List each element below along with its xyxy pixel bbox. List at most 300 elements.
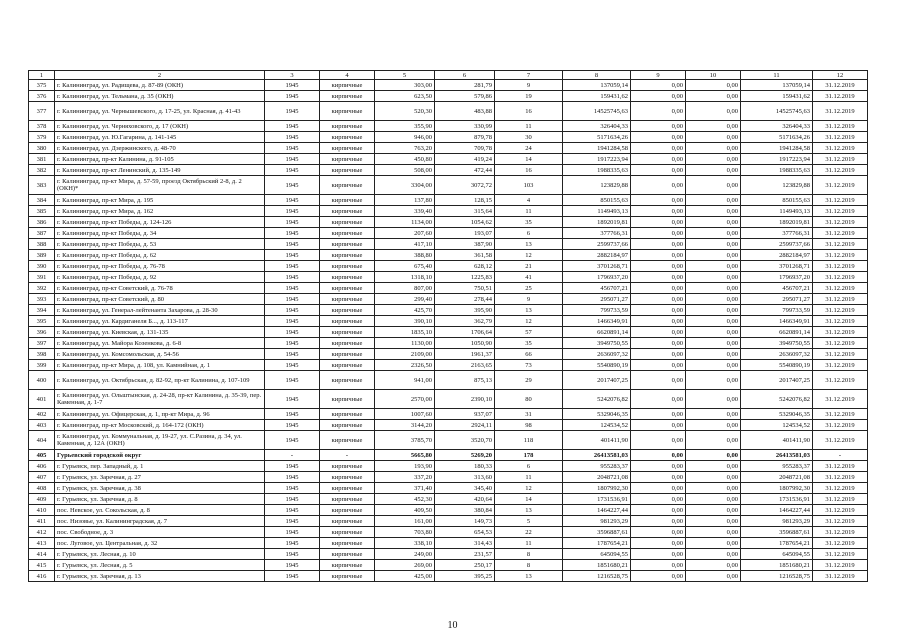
- zero-cell: 0,00: [686, 154, 741, 165]
- residents-cell: 9: [495, 80, 563, 91]
- total-area-cell: 303,00: [375, 80, 435, 91]
- deadline-cell: 31.12.2019: [813, 390, 868, 409]
- material-cell: кирпичные: [320, 371, 375, 390]
- table-row: [29, 305, 868, 316]
- table-row: [29, 472, 868, 483]
- table-row: [29, 549, 868, 560]
- material-cell: кирпичные: [320, 217, 375, 228]
- year-cell: 1945: [265, 165, 320, 176]
- total-cost-cell: 123829,88: [741, 176, 813, 195]
- zero-cell: 0,00: [631, 195, 686, 206]
- total-cost-cell: 14525745,63: [741, 102, 813, 121]
- deadline-cell: 31.12.2019: [813, 217, 868, 228]
- year-cell: 1945: [265, 483, 320, 494]
- deadline-cell: 31.12.2019: [813, 431, 868, 450]
- row-number: 409: [29, 494, 55, 505]
- address-cell: г. Калининград, ул. Октябрьская, д. 82-92, пр-кт Калинина, д. 107-109: [55, 371, 265, 390]
- table-row: [29, 316, 868, 327]
- table-row: [29, 250, 868, 261]
- year-cell: 1945: [265, 538, 320, 549]
- deadline-cell: 31.12.2019: [813, 571, 868, 582]
- total-cost-cell: 2017407,25: [741, 371, 813, 390]
- deadline-cell: 31.12.2019: [813, 121, 868, 132]
- cost-cell: 3949750,55: [563, 338, 631, 349]
- zero-cell: 0,00: [686, 538, 741, 549]
- address-cell: г. Калининград, пр-кт Мира, д. 195: [55, 195, 265, 206]
- year-cell: 1945: [265, 527, 320, 538]
- deadline-cell: 31.12.2019: [813, 327, 868, 338]
- total-area-cell: 249,00: [375, 549, 435, 560]
- material-cell: кирпичные: [320, 549, 375, 560]
- zero-cell: 0,00: [686, 261, 741, 272]
- year-cell: 1945: [265, 560, 320, 571]
- total-cost-cell: 799733,59: [741, 305, 813, 316]
- living-area-cell: 420,64: [435, 494, 495, 505]
- zero-cell: 0,00: [686, 217, 741, 228]
- material-cell: кирпичные: [320, 316, 375, 327]
- cost-cell: 645094,55: [563, 549, 631, 560]
- zero-cell: 0,00: [631, 228, 686, 239]
- residents-cell: 8: [495, 560, 563, 571]
- deadline-cell: 31.12.2019: [813, 143, 868, 154]
- year-cell: 1945: [265, 239, 320, 250]
- material-cell: кирпичные: [320, 228, 375, 239]
- total-area-cell: 269,00: [375, 560, 435, 571]
- address-cell: г. Калининград, ул. Ольштынская, д. 24-28, пр-кт Калинина, д. 35-39, пер. Каменная, д. 1-7: [55, 390, 265, 409]
- residents-cell: 24: [495, 143, 563, 154]
- living-area-cell: 395,25: [435, 571, 495, 582]
- row-number: 406: [29, 461, 55, 472]
- row-number: 412: [29, 527, 55, 538]
- deadline-cell: 31.12.2019: [813, 538, 868, 549]
- deadline-cell: 31.12.2019: [813, 283, 868, 294]
- row-number: 393: [29, 294, 55, 305]
- zero-cell: 0,00: [631, 431, 686, 450]
- material-cell: кирпичные: [320, 505, 375, 516]
- table-row: [29, 228, 868, 239]
- address-cell: Гурьевский городской округ: [55, 450, 265, 461]
- year-cell: 1945: [265, 217, 320, 228]
- residents-cell: 16: [495, 165, 563, 176]
- zero-cell: 0,00: [686, 132, 741, 143]
- cost-cell: 3701268,71: [563, 261, 631, 272]
- deadline-cell: 31.12.2019: [813, 261, 868, 272]
- deadline-cell: 31.12.2019: [813, 527, 868, 538]
- residents-cell: 30: [495, 132, 563, 143]
- deadline-cell: 31.12.2019: [813, 420, 868, 431]
- total-area-cell: 3304,00: [375, 176, 435, 195]
- cost-cell: 377766,31: [563, 228, 631, 239]
- total-area-cell: 337,20: [375, 472, 435, 483]
- residents-cell: 13: [495, 571, 563, 582]
- year-cell: 1945: [265, 461, 320, 472]
- living-area-cell: 128,15: [435, 195, 495, 206]
- living-area-cell: 579,86: [435, 91, 495, 102]
- table-row: [29, 494, 868, 505]
- year-cell: 1945: [265, 132, 320, 143]
- zero-cell: 0,00: [686, 431, 741, 450]
- cost-cell: 123829,88: [563, 176, 631, 195]
- address-cell: г. Гурьевск, ул. Заречная, д. 8: [55, 494, 265, 505]
- total-cost-cell: 850155,63: [741, 195, 813, 206]
- table-row: [29, 431, 868, 450]
- living-area-cell: 654,53: [435, 527, 495, 538]
- residents-cell: 11: [495, 538, 563, 549]
- table-row: [29, 195, 868, 206]
- cost-cell: 3596887,61: [563, 527, 631, 538]
- residents-cell: 25: [495, 283, 563, 294]
- total-cost-cell: 981293,29: [741, 516, 813, 527]
- living-area-cell: 628,12: [435, 261, 495, 272]
- zero-cell: 0,00: [631, 121, 686, 132]
- row-number: 413: [29, 538, 55, 549]
- cost-cell: 6620891,14: [563, 327, 631, 338]
- zero-cell: 0,00: [631, 409, 686, 420]
- district-subtotal-row: [29, 450, 868, 461]
- material-cell: кирпичные: [320, 327, 375, 338]
- material-cell: кирпичные: [320, 239, 375, 250]
- zero-cell: 0,00: [686, 505, 741, 516]
- year-cell: 1945: [265, 316, 320, 327]
- year-cell: 1945: [265, 228, 320, 239]
- column-header: 2: [55, 71, 265, 80]
- row-number: 402: [29, 409, 55, 420]
- row-number: 387: [29, 228, 55, 239]
- total-area-cell: 371,40: [375, 483, 435, 494]
- total-cost-cell: 5242076,82: [741, 390, 813, 409]
- cost-cell: 1466349,91: [563, 316, 631, 327]
- material-cell: кирпичные: [320, 390, 375, 409]
- row-number: 405: [29, 450, 55, 461]
- total-area-cell: 5665,80: [375, 450, 435, 461]
- address-cell: г. Гурьевск, ул. Лесная, д. 5: [55, 560, 265, 571]
- material-cell: кирпичные: [320, 305, 375, 316]
- table-row: [29, 206, 868, 217]
- address-cell: г. Гурьевск, ул. Заречная, д. 38: [55, 483, 265, 494]
- column-number-row: [29, 71, 868, 80]
- address-cell: г. Калининград, ул. Ю.Гагарина, д. 141-145: [55, 132, 265, 143]
- zero-cell: 0,00: [631, 505, 686, 516]
- material-cell: кирпичные: [320, 121, 375, 132]
- cost-cell: 1917223,94: [563, 154, 631, 165]
- total-cost-cell: 326404,33: [741, 121, 813, 132]
- material-cell: кирпичные: [320, 409, 375, 420]
- zero-cell: 0,00: [631, 461, 686, 472]
- total-cost-cell: 1464227,44: [741, 505, 813, 516]
- total-cost-cell: 456707,21: [741, 283, 813, 294]
- zero-cell: 0,00: [686, 283, 741, 294]
- deadline-cell: 31.12.2019: [813, 505, 868, 516]
- cost-cell: 137059,14: [563, 80, 631, 91]
- zero-cell: 0,00: [631, 294, 686, 305]
- cost-cell: 1731536,91: [563, 494, 631, 505]
- table-row: [29, 294, 868, 305]
- residents-cell: 178: [495, 450, 563, 461]
- deadline-cell: 31.12.2019: [813, 206, 868, 217]
- year-cell: -: [265, 450, 320, 461]
- zero-cell: 0,00: [686, 483, 741, 494]
- zero-cell: 0,00: [631, 527, 686, 538]
- row-number: 394: [29, 305, 55, 316]
- residents-cell: 8: [495, 549, 563, 560]
- zero-cell: 0,00: [631, 239, 686, 250]
- cost-cell: 5540890,19: [563, 360, 631, 371]
- residents-cell: 29: [495, 371, 563, 390]
- row-number: 407: [29, 472, 55, 483]
- table-row: [29, 217, 868, 228]
- year-cell: 1945: [265, 80, 320, 91]
- register-table: [28, 70, 868, 582]
- material-cell: кирпичные: [320, 431, 375, 450]
- total-cost-cell: 1917223,94: [741, 154, 813, 165]
- total-cost-cell: 2636097,32: [741, 349, 813, 360]
- cost-cell: 799733,59: [563, 305, 631, 316]
- table-row: [29, 165, 868, 176]
- table-row: [29, 102, 868, 121]
- zero-cell: 0,00: [631, 571, 686, 582]
- zero-cell: 0,00: [631, 91, 686, 102]
- residents-cell: 19: [495, 91, 563, 102]
- zero-cell: 0,00: [631, 283, 686, 294]
- total-area-cell: 508,00: [375, 165, 435, 176]
- address-cell: г. Калининград, ул. Генерал-лейтенанта Захарова, д. 28-30: [55, 305, 265, 316]
- material-cell: кирпичные: [320, 272, 375, 283]
- row-number: 386: [29, 217, 55, 228]
- deadline-cell: 31.12.2019: [813, 250, 868, 261]
- cost-cell: 2636097,32: [563, 349, 631, 360]
- living-area-cell: 472,44: [435, 165, 495, 176]
- total-cost-cell: 5329046,35: [741, 409, 813, 420]
- deadline-cell: 31.12.2019: [813, 294, 868, 305]
- material-cell: кирпичные: [320, 195, 375, 206]
- zero-cell: 0,00: [686, 527, 741, 538]
- living-area-cell: 1706,64: [435, 327, 495, 338]
- table-row: [29, 143, 868, 154]
- material-cell: кирпичные: [320, 176, 375, 195]
- row-number: 403: [29, 420, 55, 431]
- zero-cell: 0,00: [631, 327, 686, 338]
- living-area-cell: 395,90: [435, 305, 495, 316]
- total-cost-cell: 1787654,21: [741, 538, 813, 549]
- row-number: 400: [29, 371, 55, 390]
- total-area-cell: 417,10: [375, 239, 435, 250]
- zero-cell: 0,00: [686, 390, 741, 409]
- table-row: [29, 420, 868, 431]
- address-cell: г. Калининград, ул. Коммунальная, д. 19-27, ул. С.Разина, д. 34, ул. Каменная, д. 12А (ОКН): [55, 431, 265, 450]
- zero-cell: 0,00: [631, 494, 686, 505]
- material-cell: кирпичные: [320, 420, 375, 431]
- year-cell: 1945: [265, 516, 320, 527]
- zero-cell: 0,00: [686, 571, 741, 582]
- cost-cell: 1851680,21: [563, 560, 631, 571]
- cost-cell: 1892019,81: [563, 217, 631, 228]
- zero-cell: 0,00: [686, 80, 741, 91]
- zero-cell: 0,00: [631, 549, 686, 560]
- cost-cell: 2017407,25: [563, 371, 631, 390]
- zero-cell: 0,00: [631, 472, 686, 483]
- table-row: [29, 360, 868, 371]
- zero-cell: 0,00: [686, 461, 741, 472]
- row-number: 382: [29, 165, 55, 176]
- address-cell: г. Калининград, пр-кт Советский, д. 80: [55, 294, 265, 305]
- total-area-cell: 2570,00: [375, 390, 435, 409]
- year-cell: 1945: [265, 349, 320, 360]
- residents-cell: 13: [495, 239, 563, 250]
- living-area-cell: 483,88: [435, 102, 495, 121]
- table-row: [29, 538, 868, 549]
- zero-cell: 0,00: [631, 80, 686, 91]
- total-cost-cell: 6620891,14: [741, 327, 813, 338]
- zero-cell: 0,00: [686, 102, 741, 121]
- residents-cell: 14: [495, 494, 563, 505]
- address-cell: г. Калининград, ул. Черняховского, д. 17 (ОКН): [55, 121, 265, 132]
- material-cell: кирпичные: [320, 472, 375, 483]
- total-cost-cell: 1149493,13: [741, 206, 813, 217]
- material-cell: кирпичные: [320, 250, 375, 261]
- cost-cell: 981293,29: [563, 516, 631, 527]
- row-number: 385: [29, 206, 55, 217]
- zero-cell: 0,00: [686, 250, 741, 261]
- zero-cell: 0,00: [686, 409, 741, 420]
- row-number: 379: [29, 132, 55, 143]
- deadline-cell: 31.12.2019: [813, 239, 868, 250]
- living-area-cell: 1050,90: [435, 338, 495, 349]
- deadline-cell: 31.12.2019: [813, 102, 868, 121]
- table-row: [29, 283, 868, 294]
- deadline-cell: 31.12.2019: [813, 228, 868, 239]
- zero-cell: 0,00: [631, 176, 686, 195]
- zero-cell: 0,00: [631, 102, 686, 121]
- total-cost-cell: 645094,55: [741, 549, 813, 560]
- year-cell: 1945: [265, 409, 320, 420]
- table-row: [29, 121, 868, 132]
- residents-cell: 13: [495, 505, 563, 516]
- total-area-cell: 339,40: [375, 206, 435, 217]
- zero-cell: 0,00: [631, 538, 686, 549]
- material-cell: кирпичные: [320, 261, 375, 272]
- material-cell: кирпичные: [320, 132, 375, 143]
- residents-cell: 66: [495, 349, 563, 360]
- living-area-cell: 361,58: [435, 250, 495, 261]
- material-cell: кирпичные: [320, 143, 375, 154]
- row-number: 416: [29, 571, 55, 582]
- cost-cell: 1149493,13: [563, 206, 631, 217]
- residents-cell: 11: [495, 206, 563, 217]
- residents-cell: 35: [495, 217, 563, 228]
- total-area-cell: 941,00: [375, 371, 435, 390]
- living-area-cell: 362,79: [435, 316, 495, 327]
- cost-cell: 1988335,63: [563, 165, 631, 176]
- address-cell: г. Калининград, пр-кт Мира, д. 57-59, проезд Октябрьский 2-8, д. 2 (ОКН)*: [55, 176, 265, 195]
- zero-cell: 0,00: [686, 549, 741, 560]
- total-area-cell: 1318,10: [375, 272, 435, 283]
- zero-cell: 0,00: [631, 143, 686, 154]
- living-area-cell: 149,73: [435, 516, 495, 527]
- row-number: 410: [29, 505, 55, 516]
- year-cell: 1945: [265, 431, 320, 450]
- address-cell: г. Калининград, ул. Кардиганеля Б..., д. 113-117: [55, 316, 265, 327]
- total-cost-cell: 3949750,55: [741, 338, 813, 349]
- residents-cell: 11: [495, 472, 563, 483]
- deadline-cell: 31.12.2019: [813, 316, 868, 327]
- total-cost-cell: 26413581,03: [741, 450, 813, 461]
- zero-cell: 0,00: [631, 516, 686, 527]
- table-row: [29, 560, 868, 571]
- address-cell: пос. Свободное, д. 3: [55, 527, 265, 538]
- residents-cell: 73: [495, 360, 563, 371]
- total-cost-cell: 1807992,30: [741, 483, 813, 494]
- total-area-cell: 388,80: [375, 250, 435, 261]
- address-cell: г. Калининград, пр-кт Мира, д. 162: [55, 206, 265, 217]
- zero-cell: 0,00: [631, 250, 686, 261]
- deadline-cell: 31.12.2019: [813, 132, 868, 143]
- row-number: 398: [29, 349, 55, 360]
- total-area-cell: 1130,00: [375, 338, 435, 349]
- year-cell: 1945: [265, 250, 320, 261]
- zero-cell: 0,00: [631, 316, 686, 327]
- total-cost-cell: 295071,27: [741, 294, 813, 305]
- material-cell: кирпичные: [320, 91, 375, 102]
- year-cell: 1945: [265, 420, 320, 431]
- living-area-cell: 419,24: [435, 154, 495, 165]
- cost-cell: 850155,63: [563, 195, 631, 206]
- residents-cell: 12: [495, 483, 563, 494]
- year-cell: 1945: [265, 272, 320, 283]
- deadline-cell: 31.12.2019: [813, 305, 868, 316]
- residents-cell: 80: [495, 390, 563, 409]
- cost-cell: 5171634,26: [563, 132, 631, 143]
- zero-cell: 0,00: [686, 91, 741, 102]
- table-row: [29, 461, 868, 472]
- table-row: [29, 349, 868, 360]
- material-cell: кирпичные: [320, 349, 375, 360]
- zero-cell: 0,00: [686, 272, 741, 283]
- year-cell: 1945: [265, 121, 320, 132]
- deadline-cell: 31.12.2019: [813, 176, 868, 195]
- deadline-cell: 31.12.2019: [813, 91, 868, 102]
- address-cell: г. Калининград, пр-кт Победы, д. 76-78: [55, 261, 265, 272]
- cost-cell: 5329046,35: [563, 409, 631, 420]
- row-number: 376: [29, 91, 55, 102]
- table-row: [29, 516, 868, 527]
- address-cell: г. Калининград, пр-кт Ленинский, д. 135-149: [55, 165, 265, 176]
- material-cell: кирпичные: [320, 516, 375, 527]
- year-cell: 1945: [265, 494, 320, 505]
- address-cell: г. Калининград, ул. Тельмана, д. 35 (ОКН): [55, 91, 265, 102]
- table-row: [29, 327, 868, 338]
- zero-cell: 0,00: [631, 132, 686, 143]
- row-number: 395: [29, 316, 55, 327]
- total-area-cell: 520,30: [375, 102, 435, 121]
- cost-cell: 2599737,66: [563, 239, 631, 250]
- total-area-cell: 425,70: [375, 305, 435, 316]
- total-area-cell: 390,10: [375, 316, 435, 327]
- living-area-cell: 1961,37: [435, 349, 495, 360]
- total-cost-cell: 5171634,26: [741, 132, 813, 143]
- zero-cell: 0,00: [686, 338, 741, 349]
- residents-cell: 6: [495, 461, 563, 472]
- year-cell: 1945: [265, 176, 320, 195]
- total-area-cell: 338,10: [375, 538, 435, 549]
- total-area-cell: 703,80: [375, 527, 435, 538]
- zero-cell: 0,00: [686, 327, 741, 338]
- residents-cell: 21: [495, 261, 563, 272]
- address-cell: г. Гурьевск, ул. Заречная, д. 13: [55, 571, 265, 582]
- cost-cell: 401411,90: [563, 431, 631, 450]
- year-cell: 1945: [265, 283, 320, 294]
- table-row: [29, 132, 868, 143]
- address-cell: г. Калининград, ул. Радищева, д. 87-89 (ОКН): [55, 80, 265, 91]
